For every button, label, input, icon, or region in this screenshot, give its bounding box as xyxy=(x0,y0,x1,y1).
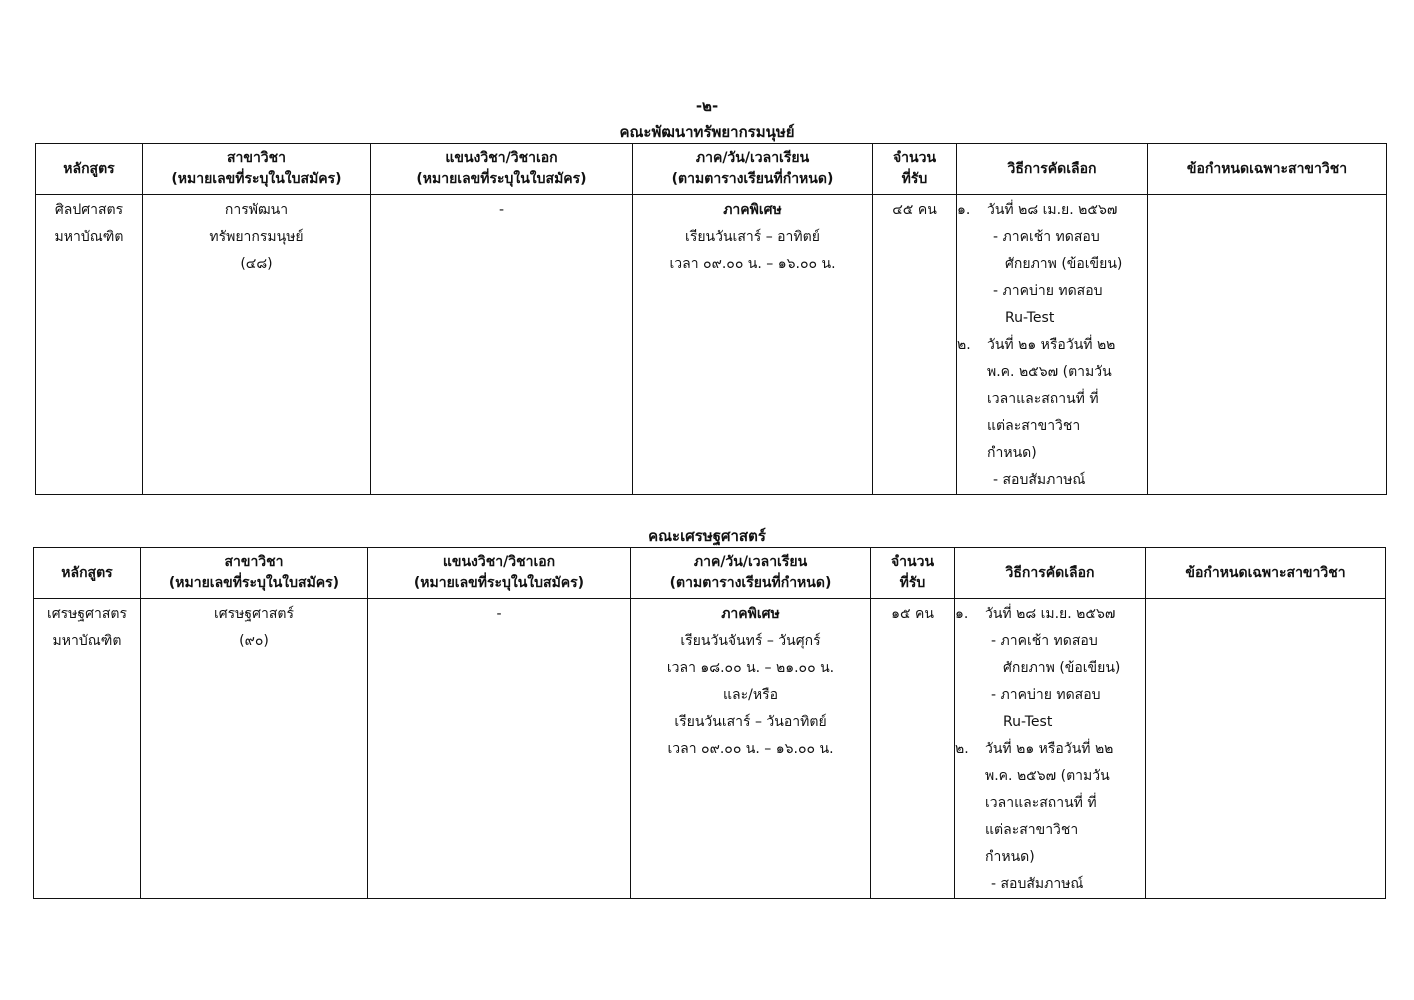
cell-quota: ๑๕ คน xyxy=(871,599,955,899)
table-header-row xyxy=(36,144,1387,195)
page-number: -๒- xyxy=(695,97,719,115)
cell-requirements xyxy=(1148,195,1387,495)
header-schedule: ภาค/วัน/เวลาเรียน (ตามตารางเรียนที่กำหนด) xyxy=(633,144,873,195)
cell-quota: ๔๕ คน xyxy=(873,195,957,495)
table-row xyxy=(36,195,1387,495)
cell-course: ศิลปศาสตร มหาบัณฑิต xyxy=(36,195,143,495)
header-major: สาขาวิชา (หมายเลขที่ระบุในใบสมัคร) xyxy=(141,548,368,599)
cell-schedule: ภาคพิเศษ เรียนวันเสาร์ – อาทิตย์ เวลา ๐๙.๐๐ น. – ๑๖.๐๐ น. xyxy=(633,195,873,495)
cell-course: เศรษฐศาสตร มหาบัณฑิต xyxy=(34,599,141,899)
cell-requirements xyxy=(1146,599,1386,899)
section-title-hrd: คณะพัฒนาทรัพยากรมนุษย์ xyxy=(619,123,795,141)
header-course: หลักสูตร xyxy=(34,548,141,599)
cell-branch: - xyxy=(371,195,633,495)
cell-major: เศรษฐศาสตร์ (๙๐) xyxy=(141,599,368,899)
cell-major: การพัฒนา ทรัพยากรมนุษย์ (๔๘) xyxy=(143,195,371,495)
header-branch: แขนงวิชา/วิชาเอก (หมายเลขที่ระบุในใบสมัคร) xyxy=(371,144,633,195)
section-title-economics: คณะเศรษฐศาสตร์ xyxy=(648,527,766,545)
cell-branch: - xyxy=(368,599,631,899)
header-major: สาขาวิชา (หมายเลขที่ระบุในใบสมัคร) xyxy=(143,144,371,195)
program-table-economics xyxy=(33,547,1386,899)
header-quota: จำนวน ที่รับ xyxy=(873,144,957,195)
header-requirements: ข้อกำหนดเฉพาะสาขาวิชา xyxy=(1146,548,1386,599)
program-table-hrd xyxy=(35,143,1387,495)
table-header-row xyxy=(34,548,1386,599)
cell-schedule: ภาคพิเศษ เรียนวันจันทร์ – วันศุกร์ เวลา ๑๘.๐๐ น. – ๒๑.๐๐ น. และ/หรือ เรียนวันเสาร์ – วันอาทิตย์ เวลา ๐๙.๐๐ น. – ๑๖.๐๐ น. xyxy=(631,599,871,899)
table-row xyxy=(34,599,1386,899)
cell-selection: ๑. วันที่ ๒๘ เม.ย. ๒๕๖๗ - ภาคเช้า ทดสอบ ศักยภาพ (ข้อเขียน) - ภาคบ่าย ทดสอบ Ru-Test ๒. วันที่ ๒๑ หรือวันที่ ๒๒ พ.ค. ๒๕๖๗ (ตามวัน เวลาและสถานที่ ที่ แต่ละสาขาวิชา กำหนด) - สอบสัมภาษณ์ xyxy=(955,599,1146,899)
header-selection: วิธีการคัดเลือก xyxy=(957,144,1148,195)
header-quota: จำนวน ที่รับ xyxy=(871,548,955,599)
header-schedule: ภาค/วัน/เวลาเรียน (ตามตารางเรียนที่กำหนด) xyxy=(631,548,871,599)
header-selection: วิธีการคัดเลือก xyxy=(955,548,1146,599)
header-course: หลักสูตร xyxy=(36,144,143,195)
cell-selection: ๑. วันที่ ๒๘ เม.ย. ๒๕๖๗ - ภาคเช้า ทดสอบ ศักยภาพ (ข้อเขียน) - ภาคบ่าย ทดสอบ Ru-Test ๒. วันที่ ๒๑ หรือวันที่ ๒๒ พ.ค. ๒๕๖๗ (ตามวัน เวลาและสถานที่ ที่ แต่ละสาขาวิชา กำหนด) - สอบสัมภาษณ์ xyxy=(957,195,1148,495)
header-requirements: ข้อกำหนดเฉพาะสาขาวิชา xyxy=(1148,144,1387,195)
header-branch: แขนงวิชา/วิชาเอก (หมายเลขที่ระบุในใบสมัคร) xyxy=(368,548,631,599)
